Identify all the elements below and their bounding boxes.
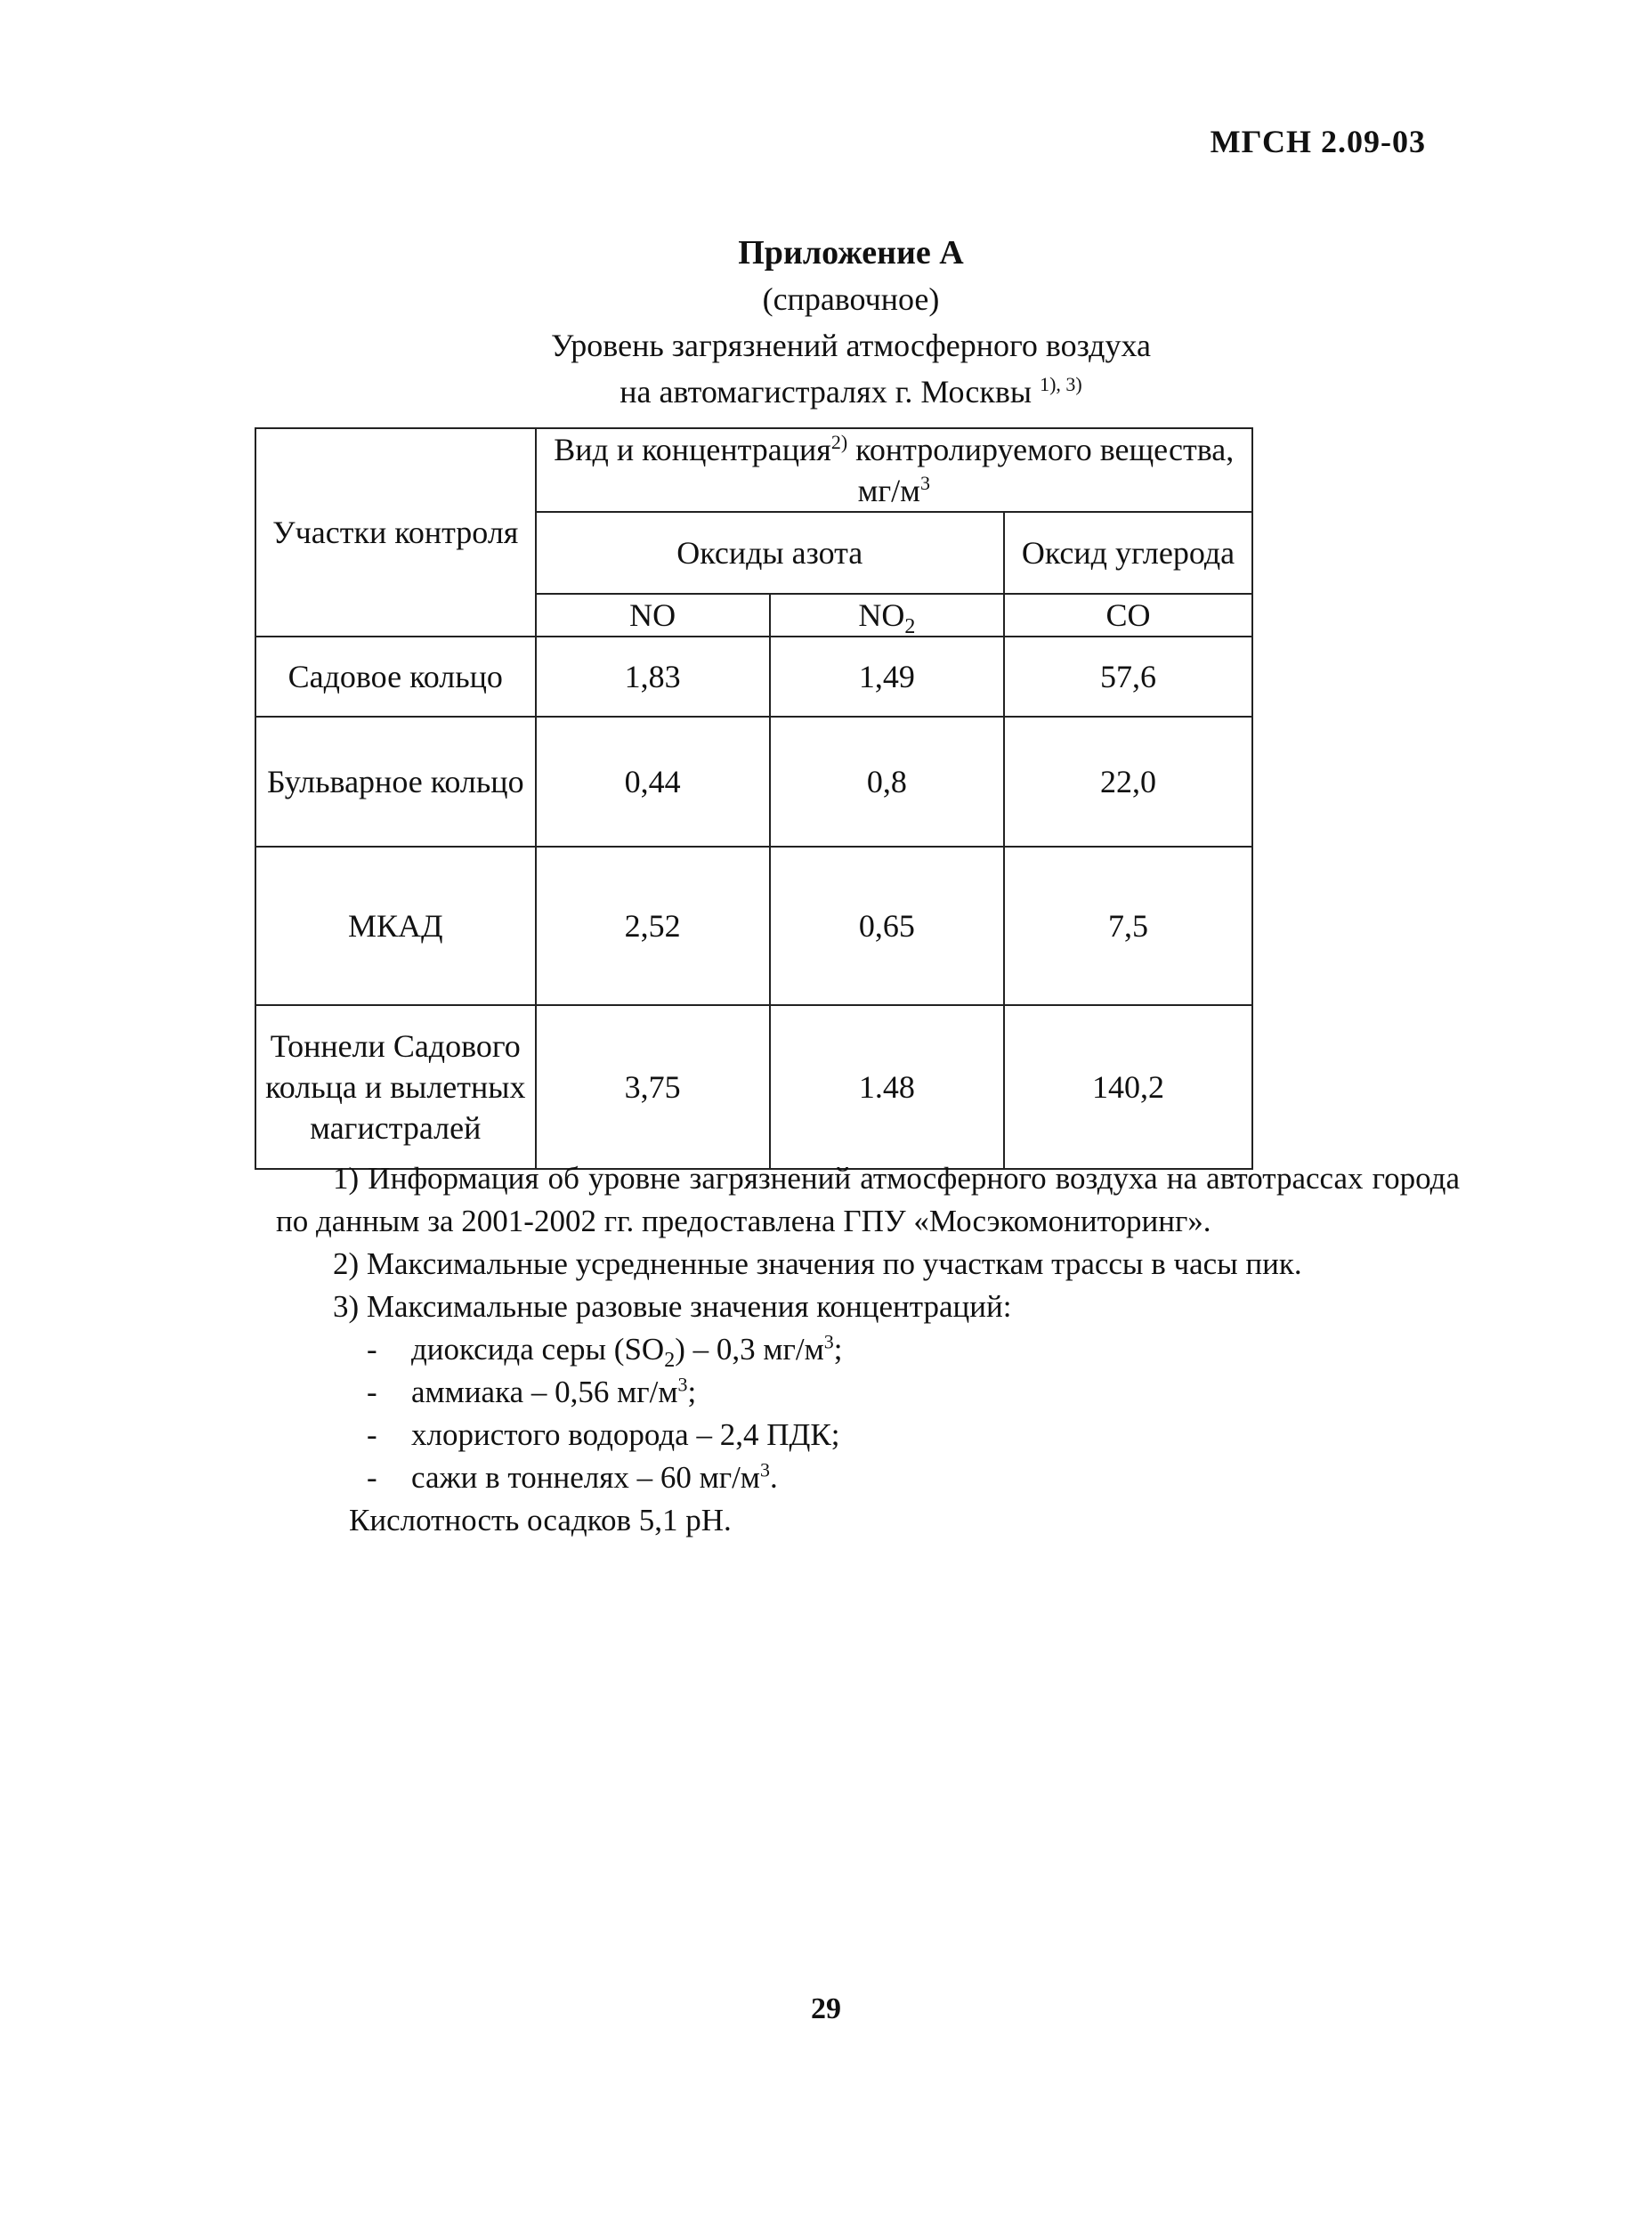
table-row [255,1005,1252,1169]
header-substance-footnote-ref: 2) [830,431,848,453]
footnote-3: 3) Максимальные разовые значения концентраций: [333,1289,1012,1324]
table-header-row-1 [255,428,1252,512]
row-no2-value: 0,8 [770,717,1004,847]
list-item-text [367,1371,696,1414]
header-no: NO [536,594,770,637]
header-substance-b: контролируемого вещества, мг/м [855,432,1235,508]
row-section: Тоннели Садового кольца и вылетных магистралей [255,1005,536,1169]
row-no-value: 0,44 [536,717,770,847]
list-text-c: ; [687,1375,697,1409]
header-carbon-oxide: Оксид углерода [1004,512,1252,594]
header-substance-group [536,428,1252,512]
appendix-title: Приложение А [738,234,964,272]
table-row [255,847,1252,1005]
header-no2 [770,594,1004,637]
row-co-value: 7,5 [1004,847,1252,1005]
list-sup: 3 [759,1458,770,1481]
row-co-value: 140,2 [1004,1005,1252,1169]
list-sup: 3 [823,1330,834,1353]
header-nitrogen-oxides: Оксиды азота [536,512,1004,594]
header-co: CO [1004,594,1252,637]
row-no-value: 1,83 [536,637,770,717]
list-sup: 3 [677,1373,688,1396]
footnotes [276,1157,1460,1542]
list-item [276,1371,1460,1414]
document-code: МГСН 2.09-03 [1210,124,1426,159]
list-sub: 2 [664,1349,676,1372]
pollution-table [255,427,1253,1170]
footnote-2: 2) Максимальные усредненные значения по участкам трассы в часы пик. [333,1246,1302,1281]
row-co-value: 22,0 [1004,717,1252,847]
row-section: Садовое кольцо [255,637,536,717]
table-caption-line1: Уровень загрязнений атмосферного воздуха [550,328,1151,363]
list-dash: - [367,1460,377,1495]
list-text-a: диоксида серы (SO [411,1332,665,1367]
header-no2-sub: 2 [904,615,916,639]
header-no2-base: NO [858,597,905,633]
footnote-1: 1) Информация об уровне загрязнений атмосферного воздуха на автотрассах города по данным за 2001-2002 гг. предоставлена ГПУ «Мосэкомониторинг». [276,1161,1460,1238]
header-unit-sup: 3 [919,472,930,494]
list-text-c: . [769,1460,778,1495]
row-no2-value: 0,65 [770,847,1004,1005]
table-caption-line2 [25,369,1652,415]
row-co-value: 57,6 [1004,637,1252,717]
list-text-b: ) – 0,3 мг/м [675,1332,824,1367]
list-dash: - [367,1375,377,1409]
row-no-value: 2,52 [536,847,770,1005]
list-item-text [367,1414,839,1456]
list-text-a: хлористого водорода – 2,4 ПДК; [411,1417,840,1452]
header-substance-a: Вид и концентрация [554,432,831,467]
caption-footnote-ref: 1), 3) [1040,373,1082,395]
table-row [255,637,1252,717]
list-item [276,1328,1460,1371]
row-no2-value: 1,49 [770,637,1004,717]
acidity-note: Кислотность осадков 5,1 pH. [349,1503,732,1537]
header-sections: Участки контроля [255,428,536,637]
list-item [276,1414,1460,1456]
row-no-value: 3,75 [536,1005,770,1169]
row-section: МКАД [255,847,536,1005]
page-number: 29 [811,1992,841,2025]
table-row [255,717,1252,847]
list-text-c: ; [833,1332,843,1367]
list-item-text [367,1328,842,1371]
row-section: Бульварное кольцо [255,717,536,847]
list-text-a: сажи в тоннелях – 60 мг/м [411,1460,760,1495]
table-caption-line2-text: на автомагистралях г. Москвы [620,374,1032,410]
list-text-a: аммиака – 0,56 мг/м [411,1375,678,1409]
list-item-text [367,1456,778,1499]
appendix-heading [0,230,1652,415]
row-no2-value: 1.48 [770,1005,1004,1169]
list-dash: - [367,1417,377,1452]
list-item [276,1456,1460,1499]
list-dash: - [367,1332,377,1367]
appendix-type: (справочное) [762,281,940,317]
